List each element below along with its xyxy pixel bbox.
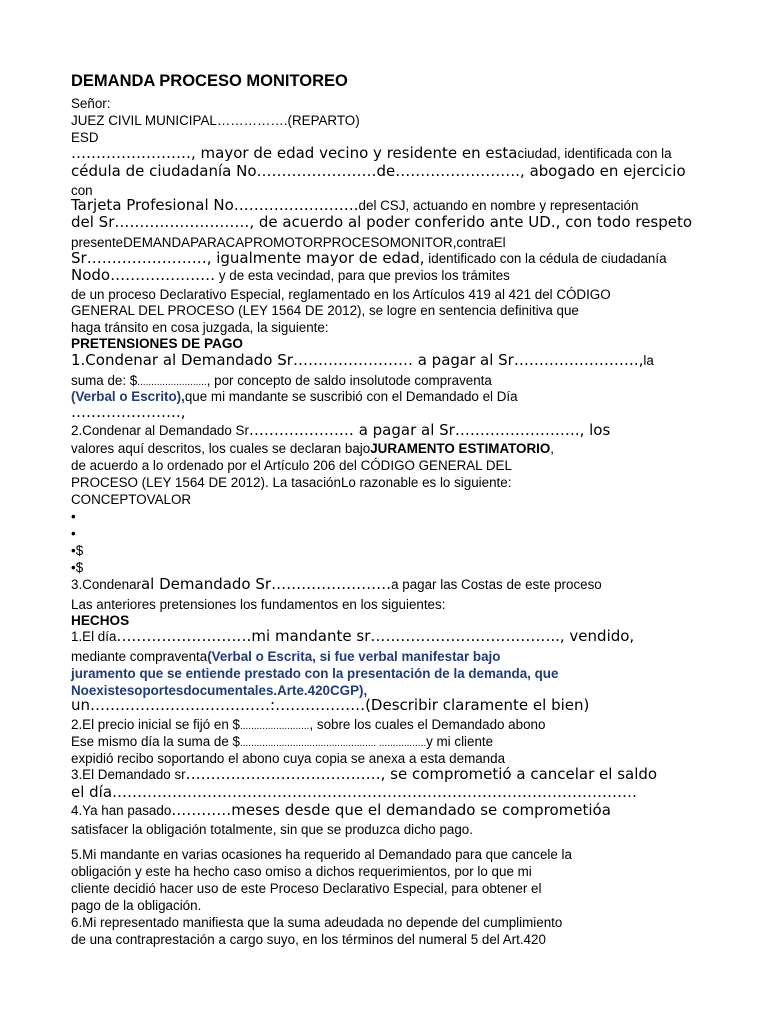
hecho-2a-b: , sobre los cuales el Demandado abono — [309, 717, 546, 732]
pretension-1c-a: suma de: $ — [71, 373, 138, 388]
intro-line-8 — [71, 267, 510, 284]
hecho-3-line-a — [71, 766, 657, 783]
pretension-1a: 1.Condenar al Demandado Sr…………………… a pagar al Sr……………………., — [71, 351, 644, 369]
intro-line-5: del Sr………………………, de acuerdo al poder conferido ante UD., con todo respeto — [71, 213, 693, 231]
hechos-heading: HECHOS — [71, 613, 130, 628]
hecho-3a-a: 3.El Demandado sr — [71, 767, 186, 782]
intro-line-4 — [71, 197, 638, 214]
pretension-1-line-a — [71, 352, 654, 369]
pretension-2-line-d: PROCESO (LEY 1564 DE 2012). La tasaciónLo razonable es lo siguiente: — [71, 475, 512, 490]
intro-line-1 — [71, 145, 672, 162]
hecho-1-line-c — [71, 648, 500, 665]
pretensiones-heading: PRETENSIONES DE PAGO — [71, 336, 243, 351]
hecho-4-line-b: satisfacer la obligación totalmente, sin que se produzca dicho pago. — [71, 822, 473, 837]
intro-line-1a: ……………………, mayor de edad vecino y residente en esta — [71, 144, 518, 162]
hecho-2-line-c: expidió recibo soportando el abono cuya copia se anexa a esta demanda — [71, 751, 506, 766]
pretension-1d-blue: (Verbal o Escrito), — [71, 389, 185, 404]
pretension-3c: a pagar las Costas de este proceso — [391, 577, 602, 592]
hecho-3a-b: …………………………………, se comprometió a cancelar el saldo — [185, 765, 658, 783]
pretension-1c-dots: ......................... — [137, 377, 207, 388]
hecho-2a-dots: ......................... — [239, 721, 310, 732]
hecho-5-line-a: 5.Mi mandante en varias ocasiones ha requerido al Demandado para que cancele la — [71, 847, 572, 862]
hecho-4a-a: 4.Ya han pasado — [71, 803, 172, 818]
pretension-2-line-b — [71, 440, 554, 457]
intro-line-3: con — [71, 183, 93, 198]
intro-line-7a: Sr……………………, igualmente mayor de edad, — [71, 249, 425, 267]
hecho-1a: 1.El día — [71, 629, 117, 644]
bullet-1: • — [71, 509, 76, 524]
intro-line-8a: Nodo………………… — [71, 266, 216, 284]
bullet-3: •$ — [71, 543, 84, 558]
intro-line-7b: identificado con la cédula de ciudadanía — [424, 251, 667, 266]
hecho-6-line-a: 6.Mi representado manifiesta que la suma adeudada no depende del cumplimiento — [71, 915, 563, 930]
bullet-4: •$ — [71, 560, 84, 575]
pretension-1c-b: , por concepto de saldo insolutode compraventa — [206, 373, 492, 388]
hecho-3-line-b: el día…………………………………………………………………………………………… — [71, 783, 638, 801]
pretension-1d-b: que mi mandante se suscribió con el Demandado el Día — [184, 389, 518, 404]
pretension-3a: 3.Condenar — [71, 577, 141, 592]
pretension-1-line-e: …………………., — [71, 403, 186, 421]
pretension-3b: al Demandado Sr…………………… — [140, 575, 392, 593]
salutation: Señor: — [71, 96, 111, 111]
hecho-5-line-d: pago de la obligación. — [71, 898, 202, 913]
pretension-2a-b: ………………… a pagar al Sr……………………., los — [248, 421, 611, 439]
intro-line-11: haga tránsito en cosa juzgada, la siguiente: — [71, 320, 329, 335]
intro-line-6: presenteDEMANDAPARACAPROMOTORPROCESOMONITOR,contraEl — [71, 235, 506, 250]
hecho-1b: ………………………mi mandante sr……………………………….., vendido, — [116, 627, 635, 645]
intro-line-9: de un proceso Declarativo Especial, reglamentado en los Artículos 419 al 421 del CÓDIGO — [71, 287, 611, 302]
pretension-2a-a: 2.Condenar al Demandado Sr — [71, 423, 249, 438]
esd-line: ESD — [71, 130, 99, 145]
intro-line-1b: ciudad, identificada con la — [517, 146, 672, 161]
hecho-6-line-b: de una contraprestación a cargo suyo, en los términos del numeral 5 del Art.420 — [71, 932, 546, 947]
pretension-2b-bold: JURAMENTO ESTIMATORIO — [370, 441, 551, 456]
hecho-1-line-f: un………………………………:………………(Describir claramente el bien) — [71, 696, 590, 714]
hecho-2a-a: 2.El precio inicial se fijó en $ — [71, 717, 240, 732]
hecho-1-line-e: Noexistesoportesdocumentales.Arte.420CGP), — [71, 683, 368, 698]
concept-header: CONCEPTOVALOR — [71, 492, 192, 507]
hecho-2b-dots: ................................................. ................. — [239, 738, 427, 749]
hecho-1-line-d: juramento que se entiende prestado con la presentación de la demanda, que — [71, 666, 559, 681]
intro-line-8b: y de esta vecindad, para que previos los trámites — [215, 268, 510, 283]
hecho-1c-blue: (Verbal o Escrita, si fue verbal manifestar bajo — [207, 649, 501, 664]
hecho-2b-a: Ese mismo día la suma de $ — [71, 734, 240, 749]
hecho-5-line-b: obligación y este ha hecho caso omiso a dichos requerimientos, por lo que mi — [71, 864, 532, 879]
intro-line-4a: Tarjeta Profesional No……………………. — [71, 196, 359, 214]
intro-line-10: GENERAL DEL PROCESO (LEY 1564 DE 2012), se logre en sentencia definitiva que — [71, 303, 579, 318]
intro-line-4b: del CSJ, actuando en nombre y representación — [358, 198, 639, 213]
hecho-5-line-c: cliente decidió hacer uso de este Proceso Declarativo Especial, para obtener el — [71, 881, 542, 896]
hecho-4-line-a — [71, 802, 611, 819]
pretension-3-line-d: Las anteriores pretensiones los fundamentos en los siguientes: — [71, 597, 446, 612]
hecho-1c: mediante compraventa — [71, 649, 208, 664]
pretension-2b-a: valores aquí descritos, los cuales se declaran bajo — [71, 441, 371, 456]
intro-line-2: cédula de ciudadanía No……………………de……………………., abogado en ejercicio — [71, 162, 686, 180]
pretension-2-line-a — [71, 422, 610, 439]
intro-line-7 — [71, 250, 667, 267]
pretension-2-line-c: de acuerdo a lo ordenado por el Artículo 206 del CÓDIGO GENERAL DEL — [71, 458, 512, 473]
hecho-4a-b: …………meses desde que el demandado se comprometióa — [171, 801, 611, 819]
pretension-2b-c: , — [550, 441, 555, 456]
hecho-1-line-a — [71, 628, 634, 645]
bullet-2: • — [71, 526, 76, 541]
document-title: DEMANDA PROCESO MONITOREO — [71, 72, 348, 90]
pretension-1b: la — [643, 353, 654, 368]
hecho-2b-b: y mi cliente — [426, 734, 494, 749]
pretension-3-line-a — [71, 576, 602, 593]
judge-line: JUEZ CIVIL MUNICIPAL…………….(REPARTO) — [71, 113, 360, 128]
